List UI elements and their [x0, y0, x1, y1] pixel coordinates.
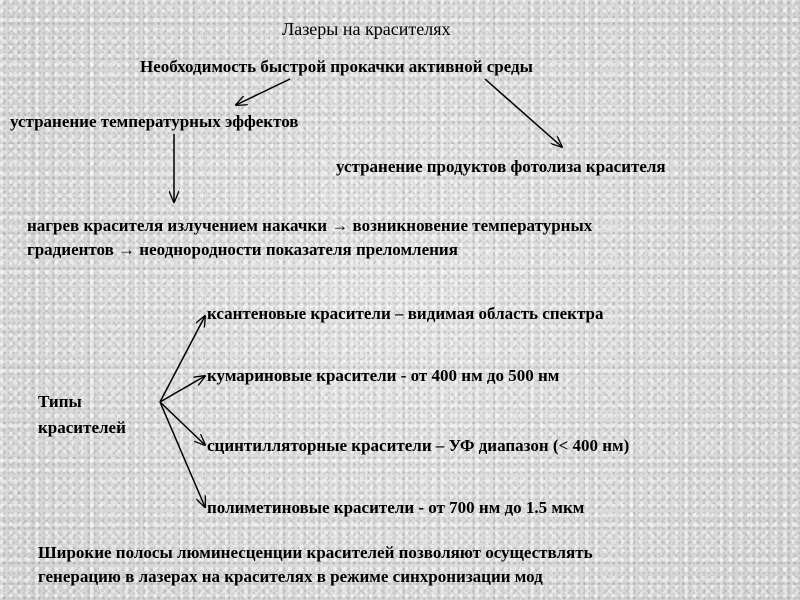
dye-xanthene: ксантеновые красители – видимая область спектра — [207, 304, 604, 323]
footer-text — [38, 541, 593, 589]
arrow-to-temp-effects — [236, 79, 290, 105]
dye-coumarin: кумариновые красители - от 400 нм до 500 нм — [207, 366, 560, 385]
photolysis-node: устранение продуктов фотолиза красителя — [336, 157, 666, 176]
heating-line-2: градиентов → неоднородности показателя преломления — [27, 240, 458, 259]
footer-line-1: Широкие полосы люминесценции красителей позволяют осуществлять — [38, 543, 593, 562]
temp-effects-node: устранение температурных эффектов — [10, 112, 299, 131]
footer-line-2: генерацию в лазерах на красителях в режиме синхронизации мод — [38, 567, 543, 586]
dye-types-label-line-1: Типы — [38, 392, 82, 411]
heating-node — [27, 214, 592, 262]
arrow-to-dye-3 — [160, 402, 205, 507]
arrow-to-dye-2 — [160, 402, 205, 445]
dye-polymethine: полиметиновые красители - от 700 нм до 1.5 мкм — [207, 498, 585, 517]
dye-scintillator: сцинтилляторные красители – УФ диапазон (< 400 нм) — [207, 436, 630, 455]
dye-types-label-line-2: красителей — [38, 418, 126, 437]
arrow-to-photolysis — [485, 79, 562, 147]
necessity-heading: Необходимость быстрой прокачки активной среды — [140, 57, 533, 76]
dye-types-label — [38, 389, 158, 441]
slide-title: Лазеры на красителях — [282, 19, 451, 39]
heating-line-1: нагрев красителя излучением накачки → возникновение температурных — [27, 216, 593, 235]
